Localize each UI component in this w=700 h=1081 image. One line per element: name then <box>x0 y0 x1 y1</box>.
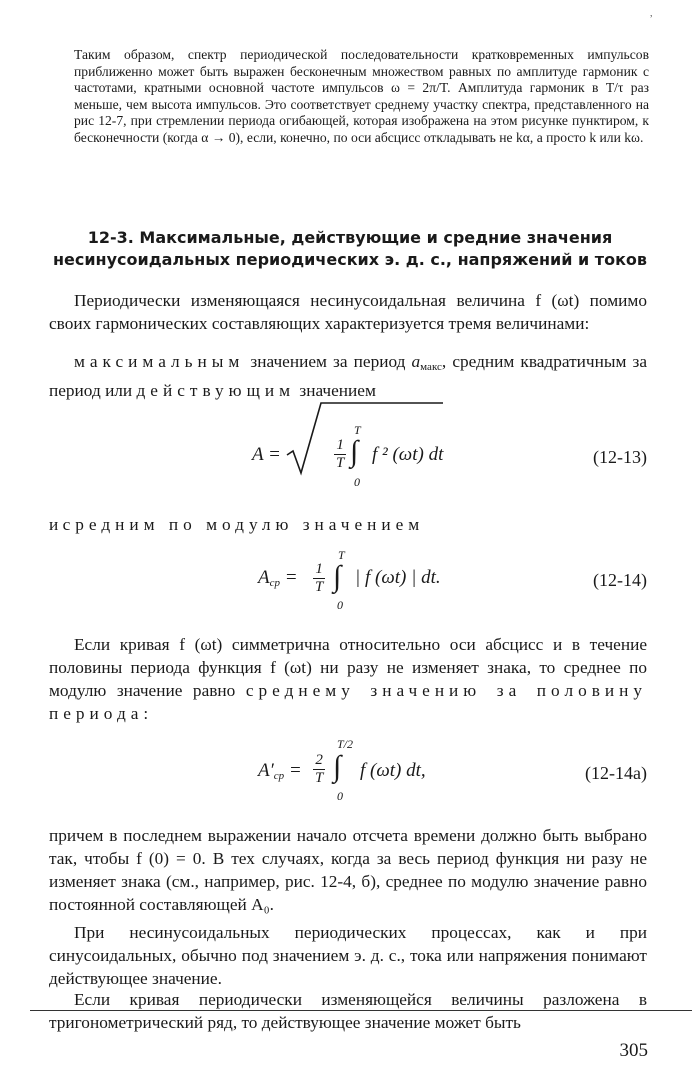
paragraph-3: и средним по модулю значением <box>49 515 425 534</box>
eq14a-number: (12-14a) <box>585 763 647 783</box>
eq13-integrand: f ² (ωt) dt <box>372 444 444 465</box>
eq14a-integral-sign: ∫ <box>333 750 342 783</box>
eq14-fraction: $\frac{1}{T}$ <box>315 561 324 595</box>
eq14-integral-sign: ∫ <box>333 560 342 593</box>
eq14-integrand: | f (ωt) | dt. <box>355 567 441 588</box>
paragraph-1: Периодически изменяющаяся несинусоидальная величина f (ωt) помимо своих гармонических составляющих характеризуется тремя величинами: <box>49 291 647 333</box>
speck-mark: , <box>650 8 653 19</box>
eq14-lhs: A <box>258 567 270 588</box>
paragraph-5: причем в последнем выражении начало отсчета времени должно быть выбрано так, чтобы f (0) = 0. В тех случаях, когда за весь период функция ни разу не изменяет знака (см., например, рис. 12-4, б), среднее по модулю значение равно постоянной составляющей A₀. <box>49 826 647 914</box>
eq14a-fraction: $\frac{2}{T}$ <box>315 752 324 786</box>
eq14a-lower-limit: 0 <box>337 789 343 803</box>
paragraph-6: При несинусоидальных периодических процессах, как и при синусоидальных, обычно под значением э. д. с., тока или напряжения понимают действующее значение. <box>49 923 647 988</box>
spaced-term-effective: действующим <box>136 381 296 400</box>
page-number: 305 <box>619 1040 648 1061</box>
scan-line-artifact <box>30 1010 692 1011</box>
intro-paragraph <box>74 47 649 147</box>
eq14-lower-limit: 0 <box>337 598 343 612</box>
spaced-term-half-period: среднему значению за половину периода <box>49 681 648 723</box>
eq13-upper-limit: T <box>354 423 361 437</box>
eq13-number: (12-13) <box>593 447 647 467</box>
a-max-symbol: a <box>411 352 421 371</box>
eq14a-integrand: f (ωt) dt, <box>360 760 426 781</box>
section-heading-line-2: несинусоидальных периодических э. д. с., напряжений и токов <box>52 250 648 269</box>
eq13-lhs: A = <box>252 444 281 465</box>
eq13-lower-limit: 0 <box>354 475 360 489</box>
section-heading-line-1: 12-3. Максимальные, действующие и средние значения <box>87 228 613 247</box>
eq13-fraction: $\frac{1}{T}$ <box>336 437 345 471</box>
eq14a-lhs: A′ <box>258 760 274 781</box>
eq14-number: (12-14) <box>593 570 647 590</box>
paragraph-7: Если кривая периодически изменяющейся величины разложена в тригонометрический ряд, то действующее значение может быть <box>49 990 647 1032</box>
eq14-upper-limit: T <box>338 548 345 562</box>
spaced-term-mean-abs: средним по модулю <box>62 515 294 534</box>
section-heading <box>50 227 650 271</box>
book-page: , Таким образом, спектр периодической последовательности кратковременных импульсов приближенно может быть выражен бесконечным множеством равных по амплитуде гармоник с частотами, кратными основной частоте импульсов ω = 2π/T. Амплитуда гармоник в T/τ раз меньше, чем высота импульсов. Это соответствует среднему участку спектра, представленного на рис 12-7, при стремлении периода огибающей, которая изображена на этом рисунке пунктиром, к бесконечности (когда α → 0), если, конечно, по оси абсцисс откладывать не kα, а просто k или kω. 12-3. Максимальные, действующие и средние значения несинусоидальных периодических э. д. с., напряжений и токов Периодически изменяющаяся несинусоидальная величина f (ωt) помимо своих гармонических составляющих характеризуется тремя величинами: максимальным значением за период $a_{макс}$, средним квадратичным за период или действующим значением A = $\frac{1}{T}$ T ∫ 0 f ² (ωt) dt (12-13) и средним по модулю значением $A_{ср}$ = $\frac{1}{T}$ T ∫ 0 | f (ωt) | dt. (12-14) Если кривая f (ωt) симметрична относительно оси абсцисс и в течение половины периода функция f (ωt) ни разу не изменяет знака, то среднее по модулю значение равно среднему значению за половину периода: $A'_{ср}$ = $\frac{2}{T}$ T/2 ∫ 0 f (ωt) dt, (12-14a) причем в последнем выражении начало отсчета времени должно быть выбрано так, чтобы f (0) = 0. В тех случаях, когда за весь период функция ни разу не изменяет знака (см., например, рис. 12-4, б), среднее по модулю значение равно постоянной составляющей A₀. При несинусоидальных периодических процессах, как и при синусоидальных, обычно под значением э. д. с., тока или напряжения понимают действующее значение. Если кривая периодически изменяющейся величины разложена в тригонометрический ряд, то действующее значение может быть 305 <box>0 0 700 1081</box>
intro-text: Таким образом, спектр периодической последовательности кратковременных импульсов приближенно может быть выражен бесконечным множеством равных по амплитуде гармоник с частотами, кратными основной частоте импульсов ω = 2π/T. Амплитуда гармоник в T/τ раз меньше, чем высота импульсов. Это соответствует среднему участку спектра, представленного на рис 12-7, при стремлении периода огибающей, которая изображена на этом рисунке пунктиром, к бесконечности (когда α → 0), если, конечно, по оси абсцисс откладывать не kα, а просто k или kω. <box>74 47 649 145</box>
eq14a-upper-limit: T/2 <box>337 737 354 751</box>
spaced-term-max: максимальным <box>74 352 245 371</box>
eq13-integral-sign: ∫ <box>350 435 359 468</box>
paragraph-2: максимальным значением за период $a_{макс}$, средним квадратичным за период или действующим значением <box>49 352 647 400</box>
paragraph-4: Если кривая f (ωt) симметрична относительно оси абсцисс и в течение половины периода функция f (ωt) ни разу не изменяет знака, то среднее по модулю значение равно среднему значению за половину периода: <box>49 635 648 723</box>
sqrt-sign <box>285 395 445 480</box>
